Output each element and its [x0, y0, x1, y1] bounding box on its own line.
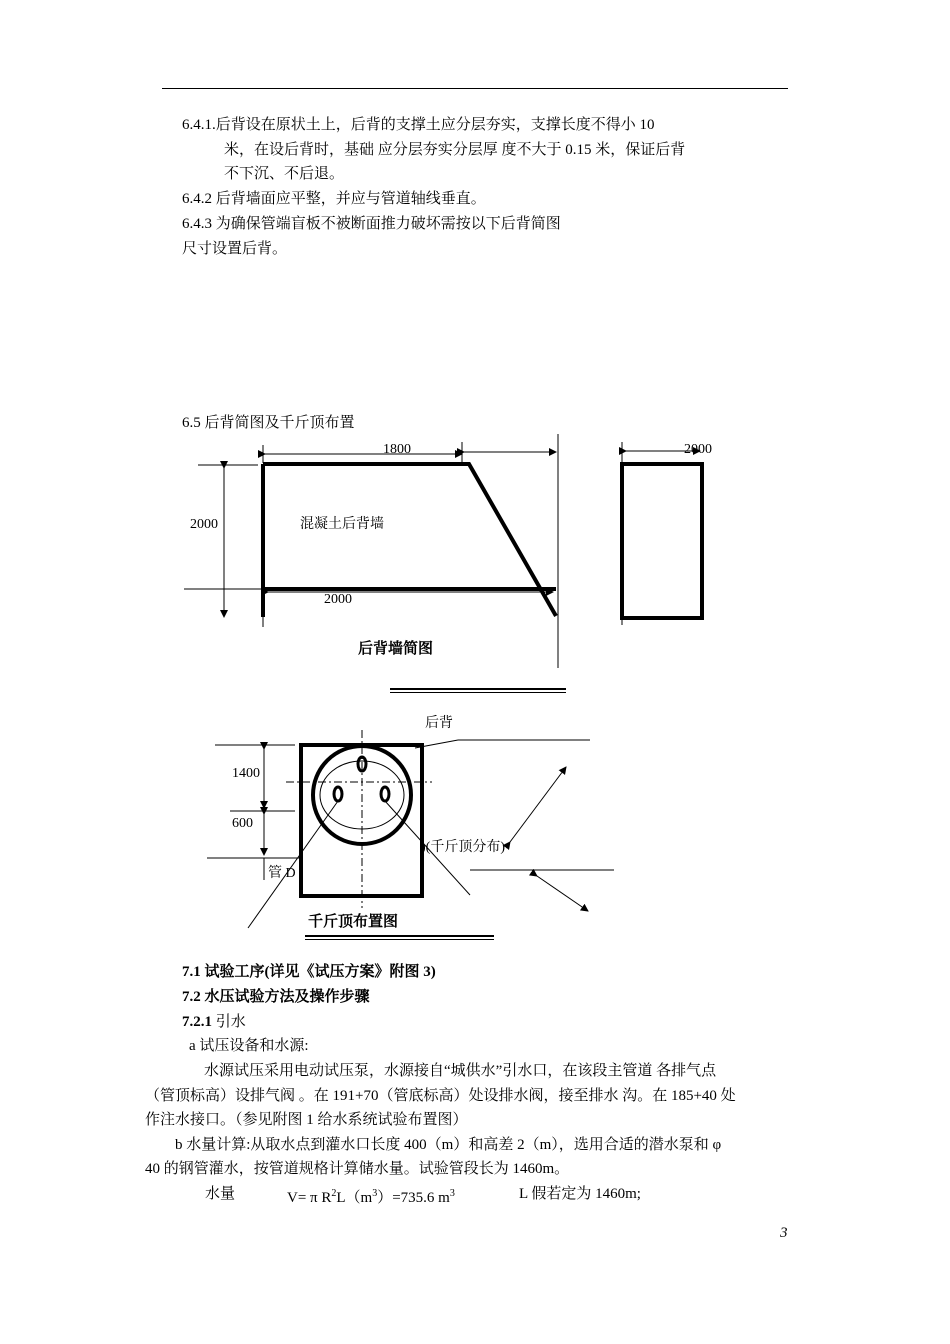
para-6-4-3-line2: 尺寸设置后背。 [182, 241, 288, 257]
item-b-line2: 40 的钢管灌水，按管道规格计算储水量。试验管段长为 1460m。 [145, 1161, 570, 1177]
item-a-line1: 水源试压采用电动试压泵，水源接自“城供水”引水口，在该段主管道 各排气点 [204, 1063, 717, 1079]
leader-pipe [248, 801, 338, 928]
page-number: 3 [780, 1225, 788, 1241]
para-6-4-3-line1: 6.4.3 为确保管端盲板不被断面推力破坏需按以下后背简图 [182, 216, 561, 232]
label-1400: 1400 [232, 766, 260, 781]
formula-mid: L（m [336, 1190, 373, 1206]
dim-top-label: 1800 [383, 442, 411, 457]
formula [287, 1184, 455, 1208]
item-a-line2: （管顶标高）设排气阀 。在 191+70（管底标高）处设排水阀，接至排水 沟。在 185+40 处 [145, 1088, 736, 1104]
para-6-4-1-line3: 不下沉、不后退。 [224, 166, 345, 182]
heading-7-1: 7.1 试验工序(详见《试压方案》附图 3) [182, 964, 436, 980]
formula-v: V= π R [287, 1190, 332, 1206]
para-6-4-1-line2: 米，在设后背时，基础 应分层夯实分层厚 度不大于 0.15 米，保证后背 [224, 142, 686, 158]
dim-left-label: 2000 [190, 517, 218, 532]
formula-note: L 假若定为 1460m; [519, 1186, 641, 1202]
label-backwall: 后背 [425, 716, 453, 731]
label-600: 600 [232, 816, 253, 831]
dim-bottom-label: 2000 [324, 592, 352, 607]
label-pipe: 管 D [268, 866, 296, 881]
item-b-line1: b 水量计算:从取水点到灌水口长度 400（m）和高差 2（m），选用合适的潜水泵和 φ [175, 1137, 722, 1153]
formula-sup3: 3 [449, 1188, 455, 1199]
arrow-diag-2 [537, 876, 588, 911]
para-6-4-1-line1: 6.4.1.后背设在原状土上，后背的支撑土应分层夯实，支撑长度不得小 10 [182, 117, 655, 133]
formula-label: 水量 [205, 1186, 236, 1202]
dim-right-label: 2000 [684, 442, 712, 457]
jack-right-icon [381, 787, 389, 801]
jack-left-icon [334, 787, 342, 801]
heading-7-2-1 [182, 1012, 246, 1032]
label-jack: )(千斤顶分布) [421, 840, 505, 855]
formula-sup1: 2 [331, 1188, 337, 1199]
item-a-line3: 作注水接口。（参见附图 1 给水系统试验布置图） [145, 1112, 468, 1128]
backwall-caption: 后背墙简图 [358, 640, 434, 657]
heading-6-5: 6.5 后背简图及千斤顶布置 [182, 415, 355, 431]
jack-caption-rule-2 [305, 939, 494, 940]
heading-7-2: 7.2 水压试验方法及操作步骤 [182, 989, 370, 1005]
item-a-title: a 试压设备和水源: [189, 1038, 309, 1054]
heading-7-2-1-text: 引水 [212, 1014, 246, 1030]
para-6-4-2: 6.4.2 后背墙面应平整，并应与管道轴线垂直。 [182, 191, 486, 207]
formula-end: ）=735.6 m [377, 1190, 450, 1206]
formula-sup2: 3 [372, 1188, 378, 1199]
backwall-label: 混凝土后背墙 [300, 517, 384, 532]
jack-caption: 千斤顶布置图 [308, 913, 399, 930]
heading-7-2-1-number: 7.2.1 [182, 1014, 212, 1030]
jack-caption-rule-1 [305, 935, 494, 937]
arrow-diag-1 [510, 767, 566, 842]
